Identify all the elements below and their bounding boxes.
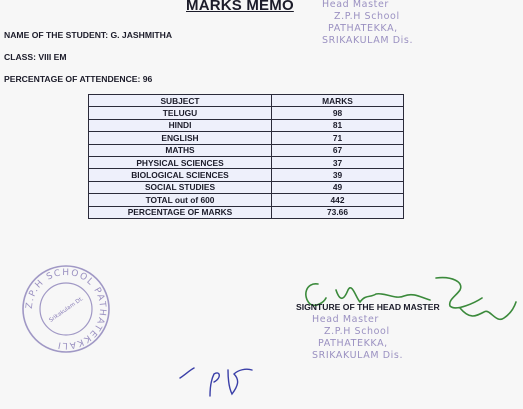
- marks-cell: 98: [272, 107, 404, 119]
- table-row: [89, 119, 404, 131]
- table-row: [89, 194, 404, 206]
- table-row: [89, 206, 404, 218]
- stamp-line: Head Master: [312, 314, 379, 325]
- marks-cell: 442: [272, 194, 404, 206]
- subject-cell: TELUGU: [89, 107, 272, 119]
- class-info: CLASS: VIII EM: [4, 52, 67, 62]
- column-header-marks: MARKS: [272, 95, 404, 107]
- marks-cell: 71: [272, 132, 404, 144]
- head-master-stamp-bottom: [312, 314, 403, 362]
- signature-label: SIGNTURE OF THE HEAD MASTER: [296, 302, 440, 312]
- school-seal: [20, 263, 112, 355]
- table-header-row: [89, 95, 404, 107]
- seal-inner-text: Srikakulam Dt.: [48, 295, 85, 324]
- table-row: [89, 169, 404, 181]
- marks-cell: 73.66: [272, 206, 404, 218]
- attendance-info: PERCENTAGE OF ATTENDENCE: 96: [4, 74, 153, 84]
- stamp-line: SRIKAKULAM Dis.: [312, 350, 404, 361]
- subject-cell: SOCIAL STUDIES: [89, 181, 272, 193]
- column-header-subject: SUBJECT: [89, 95, 272, 107]
- marks-table: [88, 94, 404, 219]
- stamp-line: Z.P.H School: [334, 11, 400, 22]
- subject-cell: BIOLOGICAL SCIENCES: [89, 169, 272, 181]
- seal-outer-text: Z.P.H SCHOOL PATHATEKKALI: [24, 267, 108, 351]
- page-title: MARKS MEMO: [186, 0, 294, 14]
- table-row: [89, 181, 404, 193]
- marks-cell: 49: [272, 181, 404, 193]
- subject-cell: HINDI: [89, 119, 272, 131]
- marks-cell: 81: [272, 119, 404, 131]
- head-master-stamp-top: [322, 0, 413, 47]
- student-name: NAME OF THE STUDENT: G. JASHMITHA: [4, 30, 173, 40]
- stamp-line: PATHATEKKA,: [318, 338, 388, 349]
- table-row: [89, 144, 404, 156]
- subject-cell: TOTAL out of 600: [89, 194, 272, 206]
- stamp-line: Z.P.H School: [324, 326, 390, 337]
- subject-cell: PERCENTAGE OF MARKS: [89, 206, 272, 218]
- table-row: [89, 156, 404, 168]
- marks-cell: 39: [272, 169, 404, 181]
- subject-cell: ENGLISH: [89, 132, 272, 144]
- stamp-line: PATHATEKKA,: [328, 23, 398, 34]
- marks-cell: 37: [272, 156, 404, 168]
- subject-cell: MATHS: [89, 144, 272, 156]
- stamp-line: Head Master: [322, 0, 389, 10]
- marks-cell: 67: [272, 144, 404, 156]
- table-row: [89, 107, 404, 119]
- stamp-line: SRIKAKULAM Dis.: [322, 35, 414, 46]
- pen-initials: [176, 356, 256, 406]
- table-row: [89, 132, 404, 144]
- subject-cell: PHYSICAL SCIENCES: [89, 156, 272, 168]
